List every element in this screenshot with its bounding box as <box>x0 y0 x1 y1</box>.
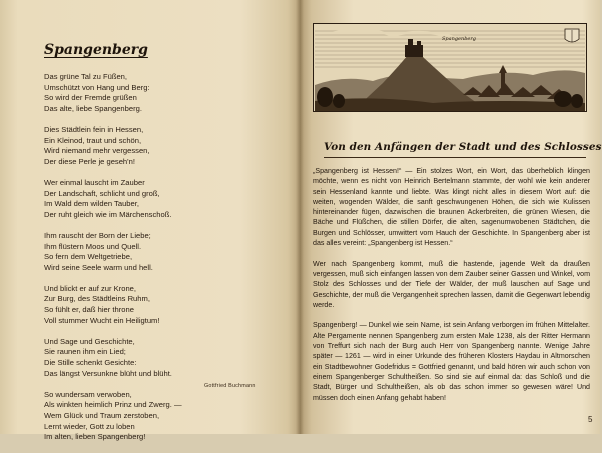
poem-line: Als winkten heimlich Prinz und Zwerg. — <box>44 400 182 410</box>
poem-line: Der Landschaft, schlicht und groß, <box>44 188 160 198</box>
paragraph: „Spangenberg ist Hessen!“ — Ein stolzes Wort, ein Wort, das überheblich klingen möchte, wenn es nicht von Heinrich Bertelmann stammte, der wohl wie kein anderer sein Hessenland kannte und liebte. Was klingt nicht alles in diesem Wort auf: die weiten, wogenden Wälder, die sanft geschwungenen Höhen, die sich wie Kulissen hintereinander fügen, dazwischen die braunen Ackerbreiten, die grünen Wiesen, die Bäche und Flüßchen, die stillen Dörfer, die alten, sagenumwobenen Städtchen, die Burgen und Schlösser, umwittert vom Hauch der Geschichte. In Spangenberg aber ist das alles vereint: „Spangenberg ist Hessen.“ <box>313 167 590 248</box>
poem-line: Wem Glück und Traum zerstoben, <box>44 411 160 420</box>
poem-stanza <box>44 390 284 443</box>
paragraph: Wer nach Spangenberg kommt, muß die hastende, jagende Welt da draußen vergessen, muß sich einfangen lassen von dem Zauber seiner Gassen und Winkel, vom Stolz des Schlosses und der Tiefe der Wälder, der muß lauschen auf Sage und Geschichte, der muß die Vergangenheit sprechen lassen, damit die Gegenwart lebendig werde. <box>313 259 590 309</box>
prose <box>313 166 590 413</box>
poem-line: Voll stummer Wucht ein Heiligtum! <box>44 315 160 325</box>
heading-underline <box>324 157 586 158</box>
poem-line: Wird seine Seele warm und hell. <box>44 262 153 272</box>
poem-line: Wird niemand mehr vergessen, <box>44 146 150 156</box>
poem-stanza <box>44 337 284 379</box>
poem-line: Wer einmal lauscht im Zauber <box>44 177 145 187</box>
book-gutter <box>296 0 304 434</box>
coat-of-arms-icon <box>565 29 579 42</box>
poem-stanza <box>44 231 284 273</box>
poem-title: Spangenberg <box>44 42 148 58</box>
poem-line: Und Sage und Geschichte, <box>44 336 135 346</box>
paragraph: Spangenberg! — Dunkel wie sein Name, ist sein Anfang verborgen im frühen Mittelalter. Alte Pergamente nennen Spangenberg zum ersten Male 1238, als der Ritter Hermann von Treffurt sich nach der Burg auch Herr von Spangenberg nannte. Wenige Jahre später — 1261 — wird in einer Urkunde des früheren Klosters Haydau in Altmorschen ein Stadtbewohner Godefridus = Gottfried genannt, und bald hören wir auch schon von einem Spangenberger Schultheißen. So sind sie auf einmal da: das Schloß und die Stadt, Bürger und Schultheißen, als ob das schon immer so gewesen wäre! Und müssen doch einen Anfang gehabt haben! <box>313 321 590 402</box>
poem-line: Im Wald dem wilden Tauber, <box>44 199 139 209</box>
section-heading: Von den Anfängen der Stadt und des Schlosses <box>324 141 602 153</box>
engraving-caption: Spangenberg <box>442 36 476 42</box>
poem-line: Der diese Perle je geseh'n! <box>44 156 135 166</box>
poem-line: So wundersam verwoben, <box>44 389 132 399</box>
poem-line: Ein Kleinod, traut und schön, <box>44 135 142 145</box>
poem-line: So wird der Fremde grüßen <box>44 93 137 103</box>
poem-line: So fern dem Weltgetriebe, <box>44 252 133 262</box>
poem-line: Zur Burg, des Städtleins Ruhm, <box>44 294 150 304</box>
poem-stanza <box>44 72 284 114</box>
poem-stanza <box>44 125 284 167</box>
poem-line: Ihm rauscht der Born der Liebe; <box>44 230 151 240</box>
poem-line: Der ruht gleich wie im Märchenschoß. <box>44 209 172 219</box>
poem <box>44 72 284 453</box>
poem-line: Ihm flüstern Moos und Quell. <box>44 241 142 251</box>
poem-stanza <box>44 178 284 220</box>
poem-line: So fühlt er, daß hier throne <box>44 305 134 315</box>
poem-line: Im alten, lieben Spangenberg! <box>44 432 146 442</box>
poem-line: Das grüne Tal zu Füßen, <box>44 72 128 81</box>
engraving-illustration <box>313 23 587 112</box>
page-number: 5 <box>588 415 593 424</box>
poem-stanza <box>44 284 284 326</box>
poem-author: Gottfried Buchmann <box>204 383 256 389</box>
right-page <box>300 0 600 434</box>
poem-line: Und blickt er auf zur Krone, <box>44 283 137 293</box>
poem-line: Die Stille schenkt Gesichte: <box>44 358 137 368</box>
poem-line: Lernt wieder, Gott zu loben <box>44 421 135 431</box>
poem-line: Umschützt von Hang und Berg: <box>44 82 150 92</box>
poem-line: Das längst Versunkne blüht und blüht. <box>44 368 172 378</box>
town-engraving <box>313 23 587 112</box>
poem-line: Sie raunen ihm ein Lied; <box>44 347 126 357</box>
poem-line: Das alte, liebe Spangenberg. <box>44 103 142 113</box>
left-page <box>0 0 300 442</box>
poem-line: Dies Städtlein fein in Hessen, <box>44 124 144 134</box>
